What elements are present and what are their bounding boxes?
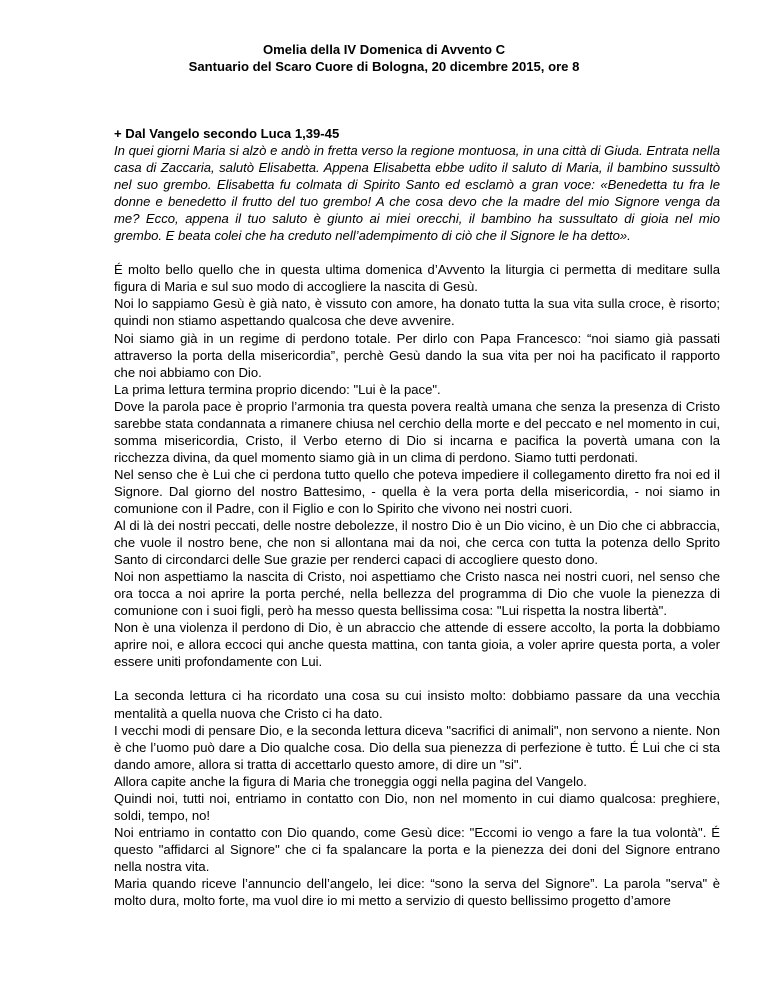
paragraph: La prima lettura termina proprio dicendo: "Lui è la pace". [114,381,441,397]
document-header [0,41,768,75]
paragraph: Noi siamo già in un regime di perdono totale. Per dirlo con Papa Francesco: “noi siamo già passati attraverso la porta della misericordia”, perchè Gesù dando la sua vita per noi ha pacificato il rapporto che noi abbiamo con Dio. [114,330,720,380]
homily-title: Omelia della IV Domenica di Avvento C [262,42,506,57]
paragraph: Nel senso che è Lui che ci perdona tutto quello che poteva impediere il collegamento diretto fra noi ed il Signore. Dal giorno del nostro Battesimo, - quella è la vera porta della misericordia, - noi siamo in comunione con il Padre, con il Figlio e con lo Spirito che vivono nei nostri cuori. [114,466,720,516]
document-body [114,125,720,909]
gospel-reference: + Dal Vangelo secondo Luca 1,39-45 [114,126,340,141]
paragraph: Dove la parola pace è proprio l’armonia tra questa povera realtà umana che senza la presenza di Cristo sarebbe stata condannata a rimanere chiusa nel cerchio della morte e del peccato e nel momento in cui, somma misericordia, Cristo, il Verbo eterno di Dio si incarna e pacifica la povertà umana con la ricchezza divina, da quel momento siamo già in un clima di perdono. Siamo tutti perdonati. [114,398,720,465]
paragraph: Allora capite anche la figura di Maria che troneggia oggi nella pagina del Vangelo. [114,773,587,789]
paragraph: Noi entriamo in contatto con Dio quando, come Gesù dice: "Eccomi io vengo a fare la tua volontà". É questo "affidarci al Signore" che ci fa spalancare la porta e la pienezza dei doni del Signore entrano nella nostra vita. [114,824,720,874]
homily-subtitle: Santuario del Scaro Cuore di Bologna, 20 dicembre 2015, ore 8 [188,59,580,74]
paragraph: Noi lo sappiamo Gesù è già nato, è vissuto con amore, ha donato tutta la sua vita sulla croce, è risorto; quindi non stiamo aspettando qualcosa che deve avvenire. [114,296,720,329]
paragraph-gap [114,244,720,261]
paragraph: Noi non aspettiamo la nascita di Cristo, noi aspettiamo che Cristo nasca nei nostri cuori, nel senso che ora tocca a noi aprire la porta perché, nella bellezza del programma di Dio che vuole la pienezza di comunione con i suoi figli, però ha messo questa bellissima cosa: "Lui rispetta la nostra libertà". [114,569,720,619]
paragraph: É molto bello quello che in questa ultima domenica d’Avvento la liturgia ci permetta di meditare sulla figura di Maria e sul suo modo di accogliere la nascita di Gesù. [114,262,720,295]
paragraph: Non è una violenza il perdono di Dio, è un abraccio che attende di essere accolto, la porta la dobbiamo aprire noi, e allora eccoci qui anche questa mattina, con tanta gioia, a voler aprire questa porta, a voler essere uniti profondamente con Lui. [114,620,720,670]
paragraph: La seconda lettura ci ha ricordato una cosa su cui insisto molto: dobbiamo passare da una vecchia mentalità a quella nuova che Cristo ci ha dato. [114,688,720,721]
paragraph-gap [114,670,720,687]
paragraph: Al di là dei nostri peccati, delle nostre debolezze, il nostro Dio è un Dio vicino, è un Dio che ci abbraccia, che vuole il nostro bene, che non si allontana mai da noi, che cerca con tutta la potenza dello Sprito Santo di circondarci delle Sue grazie per renderci capaci di accogliere questo dono. [114,518,720,568]
paragraph: Maria quando riceve l’annuncio dell’angelo, lei dice: “sono la serva del Signore”. La parola "serva" è molto dura, molto forte, ma vuol dire io mi metto a servizio di questo bellissimo progetto d’amore [114,875,720,909]
gospel-text: In quei giorni Maria si alzò e andò in fretta verso la regione montuosa, in una città di Giuda. Entrata nella casa di Zaccaria, salutò Elisabetta. Appena Elisabetta ebbe udito il saluto di Maria, il bambino sussultò nel suo grembo. Elisabetta fu colmata di Spirito Santo ed esclamò a gran voce: «Benedetta tu fra le donne e benedetto il frutto del tuo grembo! A che cosa devo che la madre del mio Signore venga da me? Ecco, appena il tuo saluto è giunto ai miei orecchi, il bambino ha sussultato di gioia nel mio grembo. E beata colei che ha creduto nell’adempimento di ciò che il Signore le ha detto». [114,143,720,244]
paragraph: I vecchi modi di pensare Dio, e la seconda lettura diceva "sacrifici di animali", non servono a niente. Non è che l’uomo può dare a Dio qualche cosa. Dio della sua pienezza di perfezione è tutto. É Lui che ci sta dando amore, allora si tratta di accettarlo questo amore, di dire un "si". [114,722,720,772]
paragraph: Quindi noi, tutti noi, entriamo in contatto con Dio, non nel momento in cui diamo qualcosa: preghiere, soldi, tempo, no! [114,790,720,823]
